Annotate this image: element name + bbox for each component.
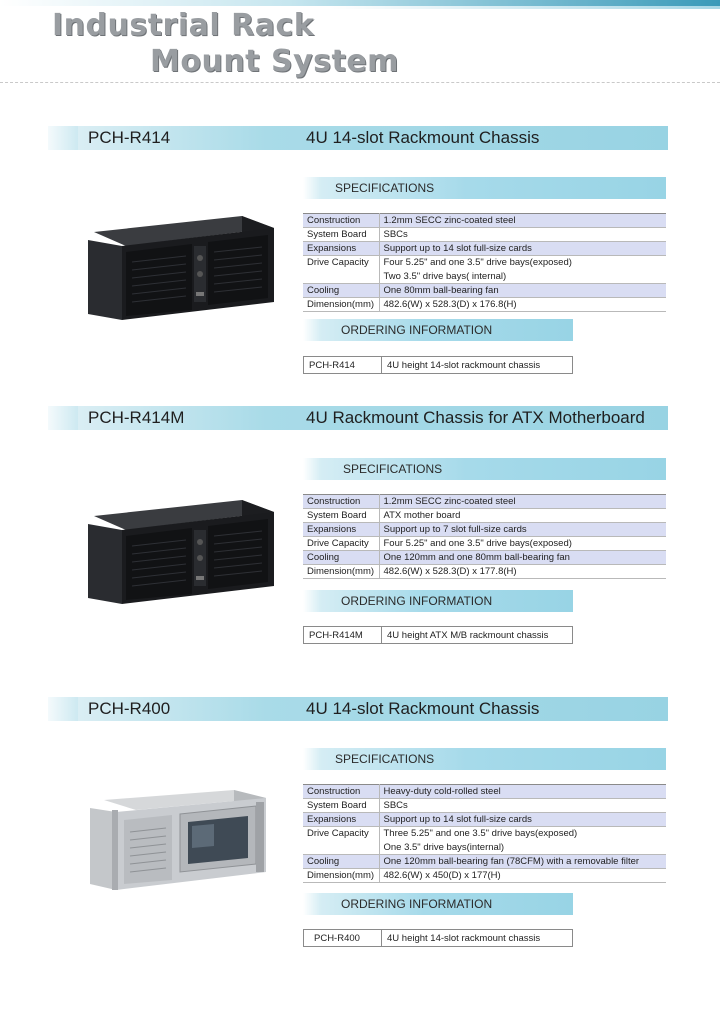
- table-row: [303, 298, 666, 312]
- product-description: 4U Rackmount Chassis for ATX Motherboard: [306, 408, 645, 427]
- order-description: 4U height ATX M/B rackmount chassis: [387, 629, 549, 641]
- table-row: [303, 841, 666, 855]
- product-header-tab: [48, 697, 78, 721]
- spec-key: [303, 841, 379, 855]
- spec-key: System Board: [303, 509, 379, 523]
- table-row: [303, 284, 666, 298]
- table-row: [303, 537, 666, 551]
- spec-value: 1.2mm SECC zinc-coated steel: [379, 214, 666, 228]
- specifications-table: [303, 784, 666, 883]
- spec-value: One 120mm and one 80mm ball-bearing fan: [379, 551, 666, 565]
- table-row: [303, 270, 666, 284]
- spec-key: Construction: [303, 785, 379, 799]
- table-row: [304, 627, 573, 644]
- ordering-heading-bar: [303, 590, 573, 612]
- spec-value: Support up to 14 slot full-size cards: [379, 813, 666, 827]
- table-row: [303, 855, 666, 869]
- spec-value: 482.6(W) x 450(D) x 177(H): [379, 869, 666, 883]
- spec-value: Four 5.25" and one 3.5" drive bays(exposed): [379, 537, 666, 551]
- spec-key: Construction: [303, 214, 379, 228]
- product-model: PCH-R414: [88, 128, 171, 147]
- table-row: [303, 495, 666, 509]
- order-part-number: PCH-R400: [304, 930, 382, 947]
- specifications-heading-bar: [303, 177, 666, 199]
- spec-key: Dimension(mm): [303, 869, 379, 883]
- spec-key: Construction: [303, 495, 379, 509]
- specifications-heading-bar: [303, 458, 666, 480]
- spec-value: Two 3.5" drive bays( internal): [379, 270, 666, 284]
- order-part-number: PCH-R414M: [304, 627, 382, 644]
- title-divider: [0, 82, 720, 83]
- grey-rackmount-chassis-image: [84, 786, 270, 894]
- specifications-table: [303, 494, 666, 579]
- spec-key: Expansions: [303, 813, 379, 827]
- ordering-table: [303, 356, 573, 374]
- spec-key: Dimension(mm): [303, 298, 379, 312]
- table-row: [303, 799, 666, 813]
- spec-key: Cooling: [303, 551, 379, 565]
- header-decoration-strip-lower: [330, 6, 720, 9]
- spec-value: One 120mm ball-bearing fan (78CFM) with a removable filter: [379, 855, 666, 869]
- spec-value: Four 5.25" and one 3.5" drive bays(exposed): [383, 257, 572, 269]
- table-row: [304, 930, 573, 947]
- table-row: [304, 357, 573, 374]
- order-part-number: PCH-R414: [304, 357, 382, 374]
- spec-value: One 3.5" drive bays(internal): [379, 841, 666, 855]
- table-row: [303, 813, 666, 827]
- order-description: 4U height 14-slot rackmount chassis: [387, 359, 541, 371]
- table-row: [303, 256, 666, 270]
- spec-value: 1.2mm SECC zinc-coated steel: [379, 495, 666, 509]
- ordering-table: [303, 929, 573, 947]
- page-title-line2: Mount System: [150, 44, 399, 79]
- table-row: [303, 242, 666, 256]
- spec-key: Expansions: [303, 523, 379, 537]
- black-rackmount-chassis-image: [82, 210, 278, 322]
- table-row: [303, 827, 666, 841]
- spec-value: Three 5.25" and one 3.5" drive bays(exposed): [383, 828, 578, 840]
- spec-value: One 80mm ball-bearing fan: [379, 284, 666, 298]
- spec-value: Support up to 14 slot full-size cards: [379, 242, 666, 256]
- product-header-pch-r414: [48, 126, 668, 150]
- product-header-tab: [48, 126, 78, 150]
- page-title-line1: Industrial Rack: [52, 8, 315, 43]
- table-row: [303, 509, 666, 523]
- product-header-pch-r400: [48, 697, 668, 721]
- ordering-heading-bar: [303, 893, 573, 915]
- product-header-pch-r414m: [48, 406, 668, 430]
- ordering-heading-bar: [303, 319, 573, 341]
- spec-key: [303, 270, 379, 284]
- table-row: [303, 869, 666, 883]
- ordering-heading: ORDERING INFORMATION: [341, 594, 493, 608]
- ordering-heading: ORDERING INFORMATION: [341, 323, 493, 337]
- table-row: [303, 785, 666, 799]
- product-description: 4U 14-slot Rackmount Chassis: [306, 128, 540, 147]
- ordering-table: [303, 626, 573, 644]
- table-row: [303, 228, 666, 242]
- table-row: [303, 214, 666, 228]
- table-row: [303, 551, 666, 565]
- specifications-heading-bar: [303, 748, 666, 770]
- spec-value: 482.6(W) x 528.3(D) x 177.8(H): [379, 565, 666, 579]
- spec-value: 482.6(W) x 528.3(D) x 176.8(H): [379, 298, 666, 312]
- specifications-heading: SPECIFICATIONS: [343, 462, 443, 476]
- spec-key: Expansions: [303, 242, 379, 256]
- specifications-heading: SPECIFICATIONS: [335, 181, 435, 195]
- black-rackmount-chassis-image: [82, 494, 278, 606]
- product-description: 4U 14-slot Rackmount Chassis: [306, 699, 540, 718]
- product-model: PCH-R414M: [88, 408, 185, 427]
- order-description: 4U height 14-slot rackmount chassis: [387, 932, 541, 944]
- spec-key: Drive Capacity: [303, 537, 379, 551]
- ordering-heading: ORDERING INFORMATION: [341, 897, 493, 911]
- spec-value: SBCs: [379, 228, 666, 242]
- spec-key: Drive Capacity: [303, 827, 379, 841]
- spec-value: Support up to 7 slot full-size cards: [379, 523, 666, 537]
- spec-key: System Board: [303, 799, 379, 813]
- spec-key: Cooling: [303, 284, 379, 298]
- spec-value: ATX mother board: [379, 509, 666, 523]
- specifications-heading: SPECIFICATIONS: [335, 752, 435, 766]
- specifications-table: [303, 213, 666, 312]
- product-model: PCH-R400: [88, 699, 171, 718]
- spec-value: SBCs: [379, 799, 666, 813]
- spec-key: Cooling: [303, 855, 379, 869]
- table-row: [303, 523, 666, 537]
- spec-key: System Board: [303, 228, 379, 242]
- product-header-tab: [48, 406, 78, 430]
- spec-value: Heavy-duty cold-rolled steel: [379, 785, 666, 799]
- spec-key: Drive Capacity: [303, 256, 379, 270]
- spec-key: Dimension(mm): [303, 565, 379, 579]
- table-row: [303, 565, 666, 579]
